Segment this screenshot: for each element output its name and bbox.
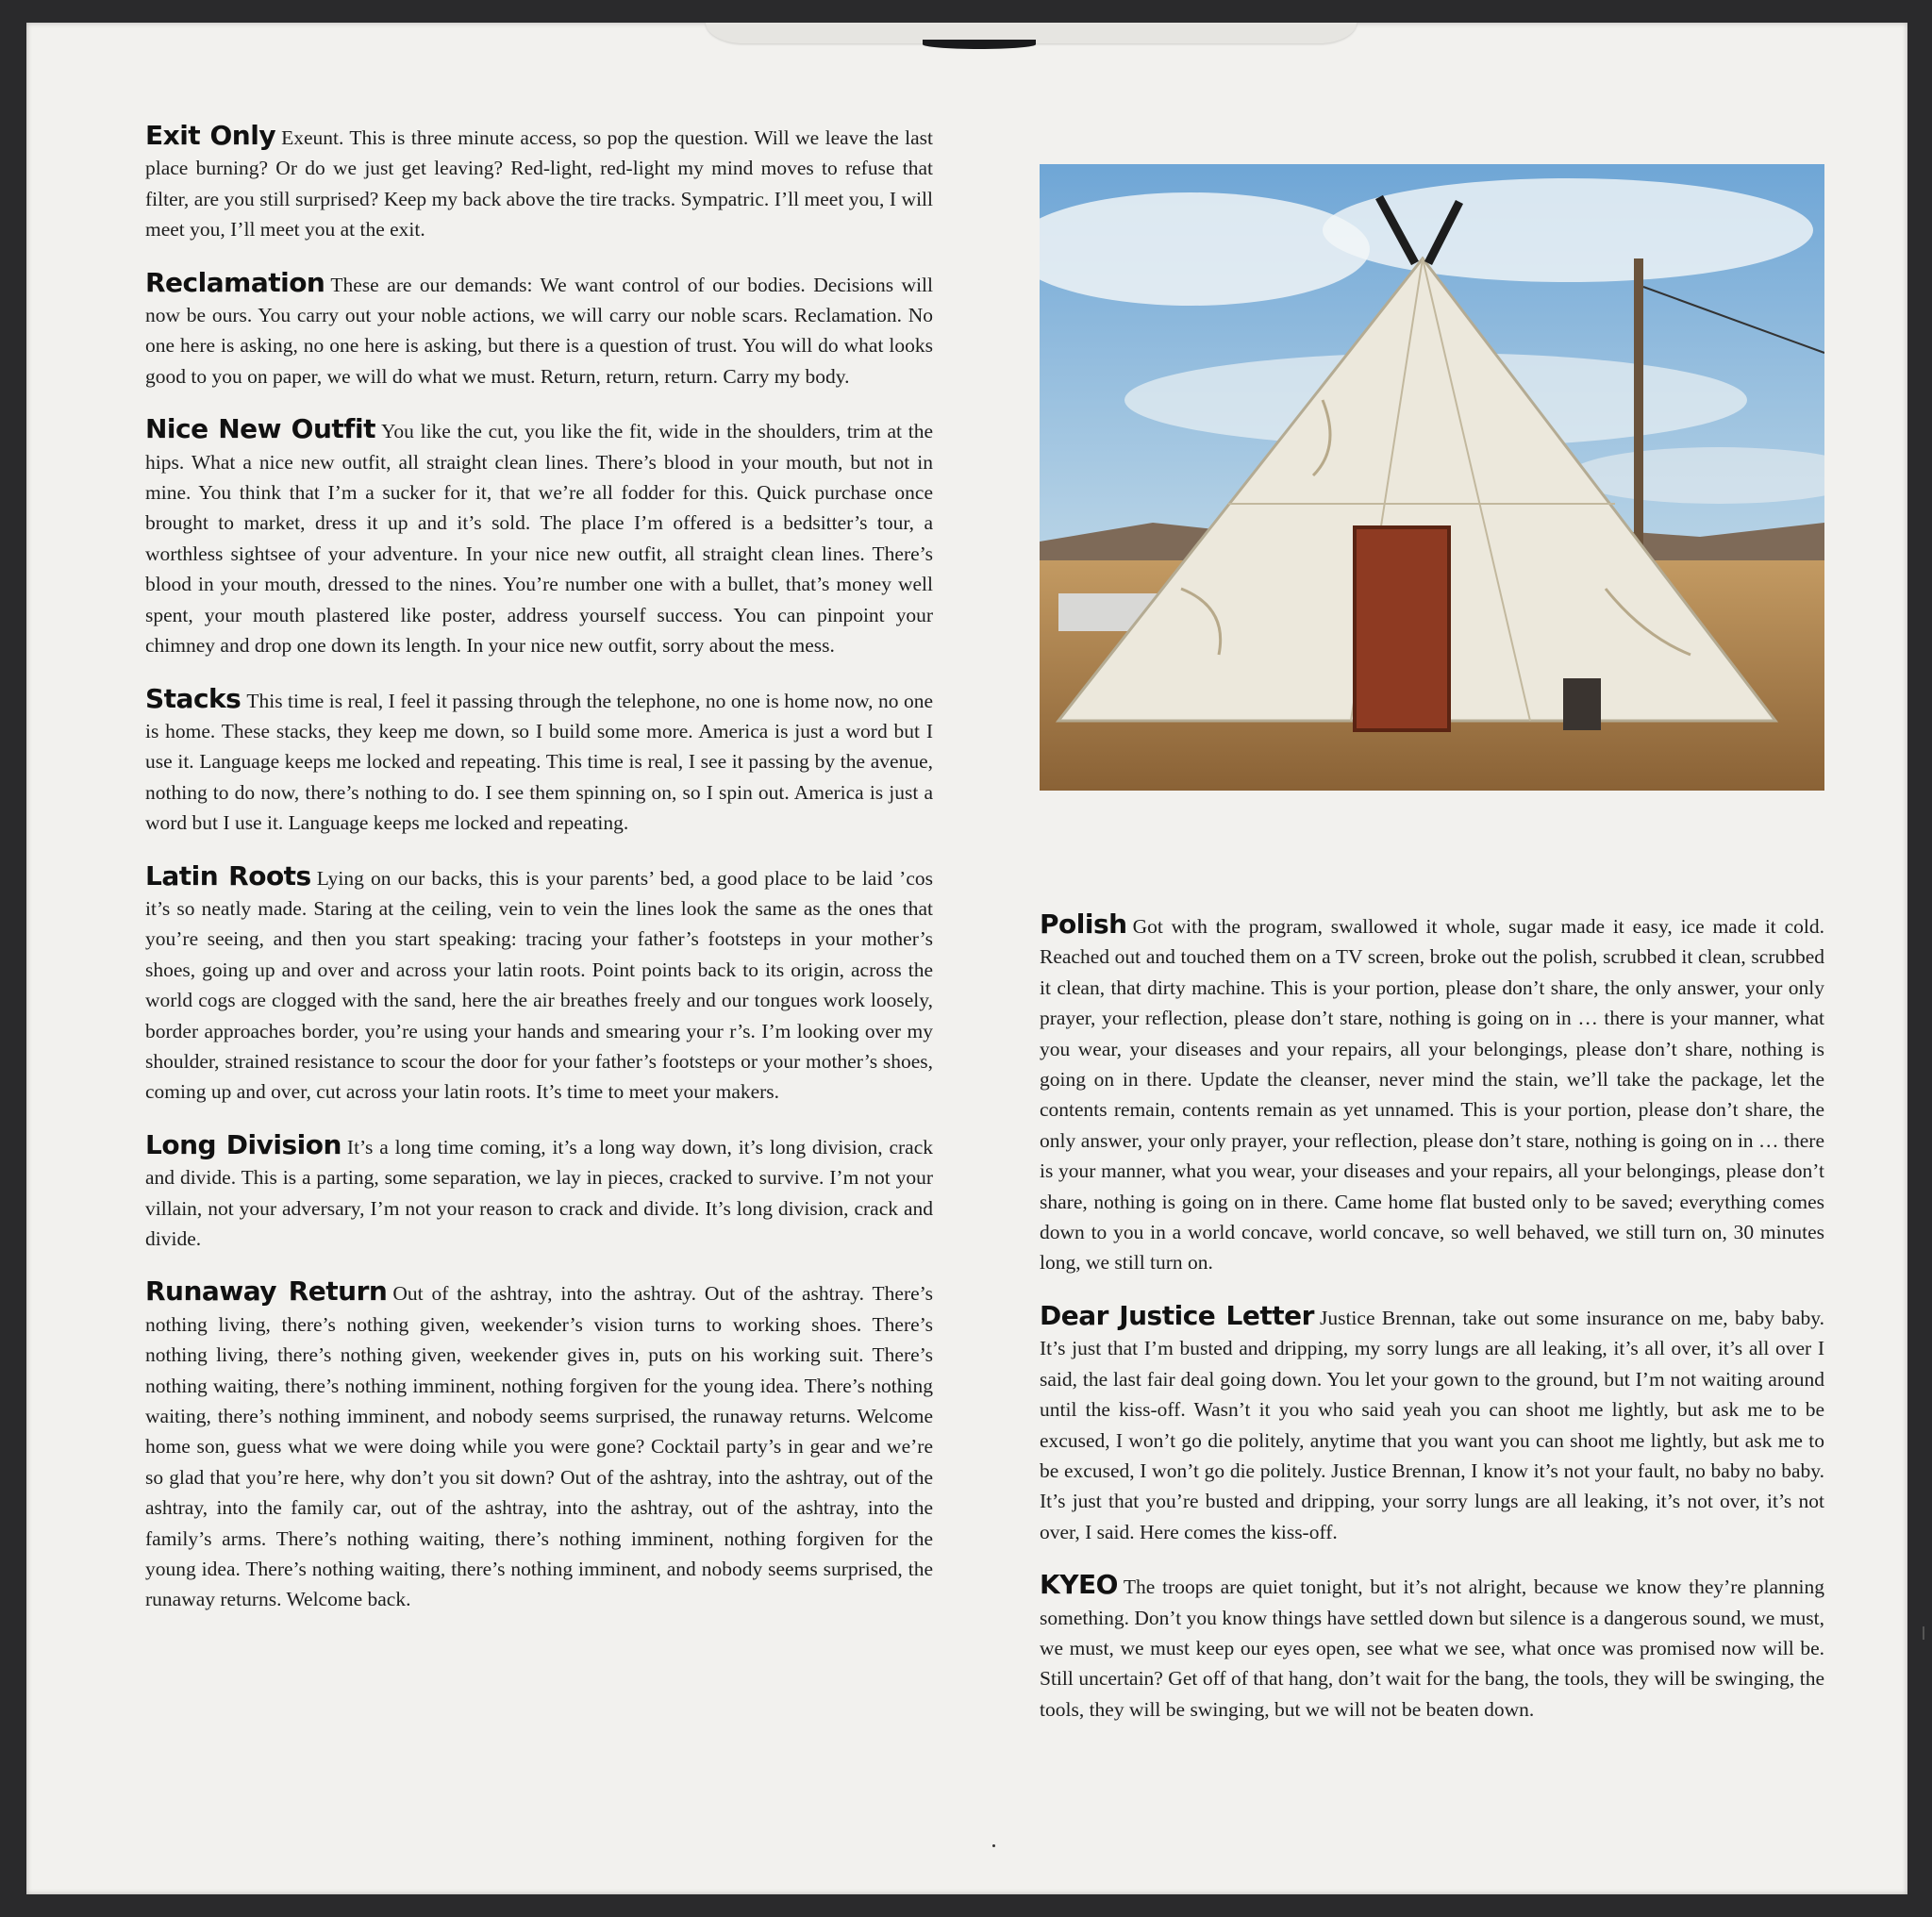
song-title: Reclamation (145, 266, 325, 298)
song-title: Latin Roots (145, 859, 311, 892)
teepee-illustration (1040, 164, 1824, 791)
song-long-division (145, 1130, 933, 1255)
teepee-door (1355, 527, 1449, 730)
song-stacks (145, 684, 933, 839)
song-latin-roots (145, 861, 933, 1108)
song-lyrics: Justice Brennan, take out some insurance on me, baby baby. It’s just that I’m busted and dripping, my sorry lungs are all leaking, it’s all over, it’s all over I said, the last fair deal going down. You let your gown to the ground, but I’m not waiting around until the kiss-off. Wasn’t it you who said yeah you can shoot me lightly, but ask me to be excused, I won’t go die politely, anytime that you want you can shoot me lightly, but ask me to be excused, I won’t go die politely. Justice Brennan, I know it’s not your fault, no baby no baby. It’s just that you’re busted and dripping, your sorry lungs are all leaking, it’s not over, it’s not over, I said. Here comes the kiss-off. (1040, 1306, 1824, 1543)
lyric-sleeve (26, 23, 1907, 1894)
song-lyrics: This time is real, I feel it passing through the telephone, no one is home now, no one is home. These stacks, they keep me down, so I build some more. America is just a word but I use it. Language keeps me locked and repeating. This time is real, I see it passing by the avenue, nothing to do now, there’s nothing to do. I see them spinning on, so I spin out. America is just a word but I use it. Language keeps me locked and repeating. (145, 689, 933, 835)
song-lyrics: Out of the ashtray, into the ashtray. Out of the ashtray. There’s nothing living, there’s nothing given, weekender’s vision turns to working shoes. There’s nothing living, there’s nothing given, weekender gives in, puts on his working suit. There’s nothing waiting, there’s nothing imminent, nothing forgiven for the young idea. There’s nothing waiting, there’s nothing imminent, and nobody seems surprised, the runaway returns. Welcome home son, guess what we were doing while you were gone? Cocktail party’s in gear and we’re so glad that you’re here, why don’t you sit down? Out of the ashtray, into the ashtray, out of the ashtray, into the family car, out of the ashtray, into the ashtray, out of the ashtray, into the family’s arms. There’s nothing waiting, there’s nothing imminent, nothing forgiven for the young idea. There’s nothing waiting, there’s nothing imminent, and nobody seems surprised, the runaway returns. Welcome back. (145, 1282, 933, 1611)
song-lyrics: It’s a long time coming, it’s a long way down, it’s long division, crack and divide. This is a parting, some separation, we lay in pieces, cracked to survive. I’m not your villain, not your adversary, I’m not your reason to crack and divide. It’s long division, crack and divide. (145, 1135, 933, 1250)
song-reclamation (145, 268, 933, 392)
song-title: Nice New Outfit (145, 413, 375, 445)
song-title: KYEO (1040, 1569, 1118, 1601)
song-title: Runaway Return (145, 1275, 388, 1308)
print-mark (1923, 1626, 1924, 1640)
song-lyrics: Got with the program, swallowed it whole, sugar made it easy, ice made it cold. Reached out and touched them on a TV screen, broke out the polish, scrubbed it clean, scrubbed it clean, that dirty machine. This is your portion, please don’t share, the only answer, your only prayer, your reflection, please don’t stare, nothing is going on in … there is your manner, what you wear, your diseases and your repairs, all your belongings, please don’t share, nothing is going on in there. Update the cleanser, never mind the stain, we’ll take the package, let the contents remain, contents remain as yet unnamed. This is your portion, please don’t share, the only answer, your only prayer, your reflection, please don’t stare, nothing is going on in … there is your manner, what you wear, your diseases and your repairs, all your belongings, please don’t share, nothing is going on in there. Came home flat busted only to be saved; everything comes down to you in a world concave, world concave, so well behaved, we still turn on, 30 minutes long, we still turn on. (1040, 915, 1824, 1275)
barrel (1563, 678, 1601, 730)
song-lyrics: You like the cut, you like the fit, wide in the shoulders, trim at the hips. What a nice new outfit, all straight clean lines. There’s blood in your mouth, but not in mine. You think that I’m a sucker for it, that we’re all fodder for this. Quick purchase once brought to market, dress it up and it’s sold. The place I’m offered is a bedsitter’s tour, a worthless sightsee of your adventure. In your nice new outfit, all straight clean lines. There’s blood in your mouth, dressed to the nines. You’re number one with a bullet, that’s money well spent, your mouth plastered like poster, address yourself success. You can pinpoint your chimney and drop one down its length. In your nice new outfit, sorry about the mess. (145, 420, 934, 658)
print-mark (992, 1844, 995, 1847)
song-title: Long Division (145, 1128, 341, 1160)
left-lyrics-column (145, 121, 933, 1638)
song-lyrics: These are our demands: We want control of our bodies. Decisions will now be ours. You carry out your noble actions, we will carry our noble scars. Reclamation. No one here is asking, no one here is asking, but there is a question of trust. You will do what looks good to you on paper, we will do what we must. Return, return, return. Carry my body. (145, 273, 933, 388)
song-nice-new-outfit (145, 414, 933, 660)
teepee-photo (1040, 164, 1824, 791)
song-lyrics: The troops are quiet tonight, but it’s not alright, because we know they’re planning something. Don’t you know things have settled down but silence is a dangerous sound, we must, we must, we must keep our eyes open, see what we see, what once was promised now will be. Still uncertain? Get off of that hang, don’t wait for the bang, the tools, they will be swinging, the tools, they will be swinging, but we will not be beaten down. (1040, 1575, 1824, 1721)
right-lyrics-column (1040, 909, 1824, 1747)
song-runaway-return (145, 1276, 933, 1614)
song-lyrics: Exeunt. This is three minute access, so pop the question. Will we leave the last place burning? Or do we just get leaving? Red-light, red-light my mind moves to refuse that filter, are you still surprised? Keep my back above the tire tracks. Sympatric. I’ll meet you, I will meet you, I’ll meet you at the exit. (145, 126, 933, 242)
song-title: Exit Only (145, 120, 276, 151)
song-lyrics: Lying on our backs, this is your parents’ bed, a good place to be laid ’cos it’s so neatly made. Staring at the ceiling, vein to vein the lines look the same as the ones that you’re seeing, and then you start speaking: tracing your father’s footsteps in your mother’s shoes, going up and over and across your latin roots. Point points back to its origin, across the world cogs are clogged with the sand, here the air breathes freely and our tongues work loosely, border approaches border, you’re using your hands and smearing your r’s. I’m looking over my shoulder, strained resistance to scour the door for your father’s footsteps or your mother’s shoes, coming up and over, cut across your latin roots. It’s time to meet your makers. (145, 866, 933, 1104)
song-polish (1040, 909, 1824, 1278)
record-edge (923, 40, 1036, 49)
song-exit-only (145, 121, 933, 245)
song-dear-justice-letter (1040, 1301, 1824, 1547)
song-title: Dear Justice Letter (1040, 1299, 1314, 1331)
song-kyeo (1040, 1570, 1824, 1725)
song-title: Stacks (145, 682, 242, 714)
song-title: Polish (1040, 908, 1127, 940)
